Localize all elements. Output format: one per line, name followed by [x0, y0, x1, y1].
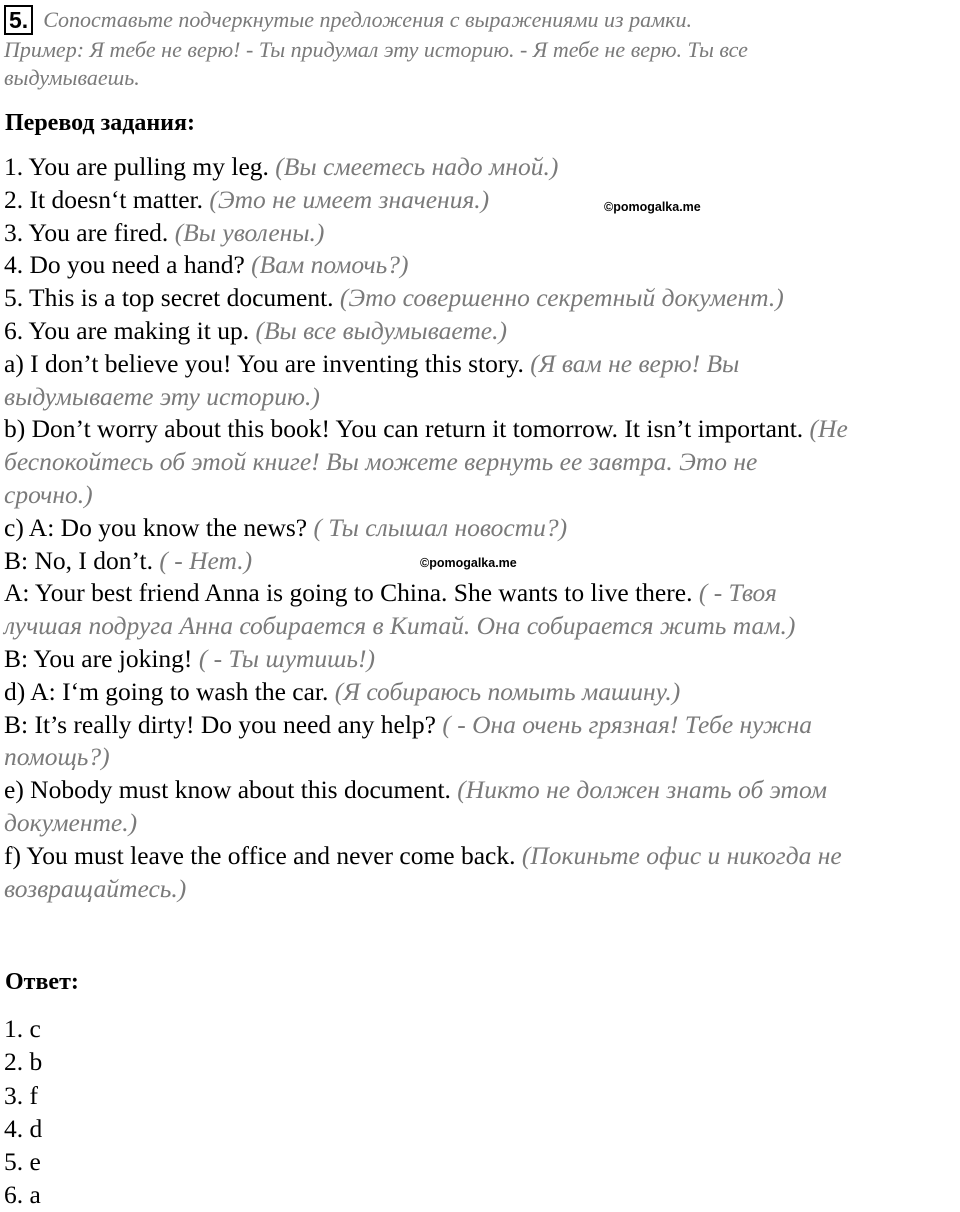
content-line [4, 348, 956, 381]
russian-translation: (Я собираюсь помыть машину.) [334, 676, 681, 706]
russian-translation: ( - Нет.) [159, 545, 253, 575]
russian-translation: (Никто не должен знать об этом [457, 775, 828, 805]
content-line [4, 184, 956, 217]
answer-item: 4. d [4, 1113, 43, 1143]
russian-translation: срочно.) [4, 479, 93, 509]
russian-translation: ( - Твоя [698, 578, 777, 608]
watermark: ©pomogalka.me [420, 556, 517, 570]
english-text: 4. Do you need a hand? [4, 250, 252, 280]
english-text: 1. You are pulling my leg. [4, 152, 276, 181]
watermark: ©pomogalka.me [604, 200, 701, 214]
russian-translation: (Вы все выдумываете.) [255, 315, 507, 345]
content-line [4, 577, 956, 610]
content-line [4, 873, 956, 906]
english-text: a) I don’t believe you! You are inventing this story. [4, 348, 531, 378]
example-line: выдумываешь. [4, 65, 140, 90]
content-line [4, 610, 956, 643]
content-line [4, 676, 956, 709]
content-line [4, 840, 956, 873]
content-line [4, 807, 956, 840]
example-line: Пример: Я тебе не верю! - Ты придумал эту историю. - Я тебе не верю. Ты все [4, 37, 748, 62]
english-text: 5. This is a top secret document. [4, 283, 340, 313]
content-line [4, 315, 956, 348]
translation-content [4, 151, 956, 905]
content-line [4, 479, 956, 512]
russian-translation: возвращайтесь.) [4, 873, 187, 903]
content-line [4, 413, 956, 446]
answer-item: 1. c [4, 1014, 41, 1043]
content-line [4, 512, 956, 545]
english-text: B: You are joking! [4, 643, 199, 673]
task-header [4, 4, 954, 92]
answer-item: 6. a [4, 1180, 41, 1210]
task-example [4, 36, 954, 92]
russian-translation: (Не [809, 414, 848, 444]
russian-translation: лучшая подруга Анна собирается в Китай. Она собирается жить там.) [4, 611, 796, 641]
russian-translation: (Покиньте офис и никогда не [521, 840, 842, 870]
russian-translation: (Я вам не верю! Вы [530, 348, 740, 378]
english-text: c) A: Do you know the news? [4, 512, 314, 542]
task-line [4, 4, 954, 36]
answer-heading: Ответ: [5, 969, 79, 995]
russian-translation: ( - Ты шутишь!) [198, 643, 376, 673]
english-text: 3. You are fired. [4, 217, 175, 247]
russian-translation: беспокойтесь об этой книге! Вы можете вернуть ее завтра. Это не [4, 447, 758, 477]
answer-item: 2. b [4, 1047, 43, 1077]
answer-list [4, 1012, 42, 1212]
english-text: A: Your best friend Anna is going to China. She wants to live there. [4, 578, 699, 608]
content-line [4, 709, 956, 742]
russian-translation: (Вы уволены.) [174, 217, 325, 247]
english-text: 2. It doesn‘t matter. [4, 184, 210, 214]
content-line [4, 643, 956, 676]
content-line [4, 249, 956, 282]
english-text: B: It’s really dirty! Do you need any help? [4, 709, 443, 739]
content-line [4, 381, 956, 414]
answer-item: 3. f [4, 1080, 38, 1110]
english-text: 6. You are making it up. [4, 315, 256, 345]
english-text: d) A: I‘m going to wash the car. [4, 676, 335, 706]
content-line [4, 217, 956, 250]
content-line [4, 741, 956, 774]
english-text: e) Nobody must know about this document. [4, 775, 458, 805]
russian-translation: выдумываете эту историю.) [4, 381, 320, 411]
russian-translation: ( - Она очень грязная! Тебе нужна [442, 709, 812, 739]
answer-item: 5. e [4, 1147, 41, 1177]
russian-translation: (Вам помочь?) [251, 250, 409, 280]
russian-translation: (Вы смеетесь надо мной.) [275, 152, 559, 181]
content-line [4, 151, 956, 184]
translation-heading: Перевод задания: [5, 110, 195, 136]
english-text: B: No, I don’t. [4, 545, 160, 575]
russian-translation: помощь?) [4, 742, 110, 772]
russian-translation: ( Ты слышал новости?) [313, 512, 568, 542]
english-text: b) Don’t worry about this book! You can return it tomorrow. It isn’t important. [4, 414, 810, 444]
russian-translation: (Это не имеет значения.) [209, 184, 490, 214]
content-line [4, 774, 956, 807]
content-line [4, 282, 956, 315]
task-instruction: Сопоставьте подчеркнутые предложения с выражениями из рамки. [43, 7, 692, 32]
russian-translation: (Это совершенно секретный документ.) [339, 283, 784, 313]
task-number: 5. [4, 5, 33, 35]
russian-translation: документе.) [4, 807, 138, 837]
english-text: f) You must leave the office and never come back. [4, 840, 522, 870]
content-line [4, 446, 956, 479]
